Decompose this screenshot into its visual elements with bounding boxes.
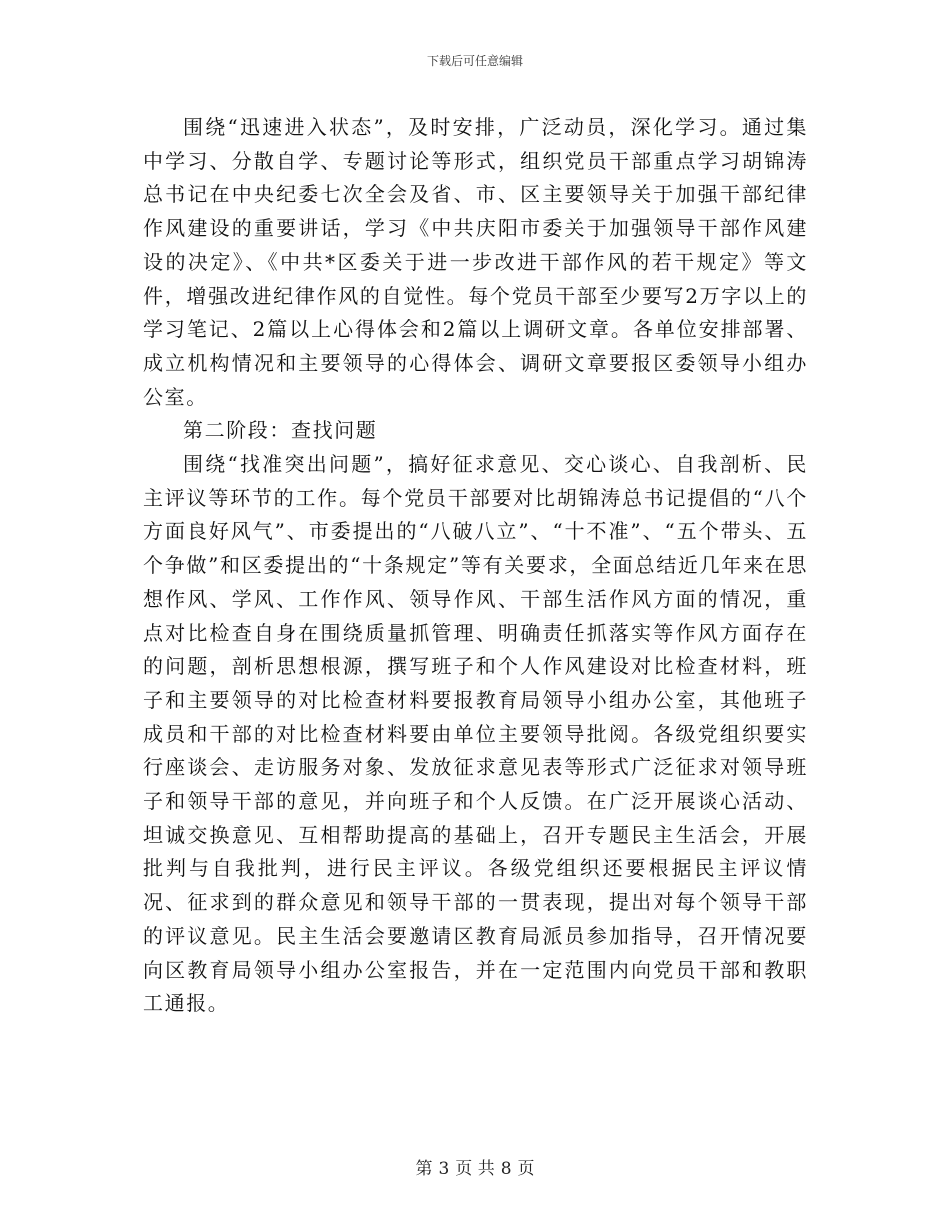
section-heading-stage-two: 第二阶段：查找问题 <box>183 418 378 443</box>
current-page-number: 3 <box>438 1159 450 1179</box>
page-footer <box>0 1154 950 1179</box>
footer-label-page: 第 <box>415 1159 433 1179</box>
paragraph-study: 围绕“迅速进入状态”，及时安排，广泛动员，深化学习。通过集中学习、分散自学、专题讨论等形式，组织党员干部重点学习胡锦涛总书记在中央纪委七次全会及省、市、区主要领导关于加强干部纪律作风建设的重要讲话，学习《中共庆阳市委关于加强领导干部作风建设的决定》、《中共*区委关于进一步改进干部作风的若干规定》等文件，增强改进纪律作风的自觉性。每个党员干部至少要写2万字以上的学习笔记、2篇以上心得体会和2篇以上调研文章。各单位安排部署、成立机构情况和主要领导的心得体会、调研文章要报区委领导小组办公室。 <box>143 115 808 409</box>
total-pages-number: 8 <box>500 1159 512 1179</box>
page-header: 下载后可任意编辑 <box>426 54 523 68</box>
paragraph-find-problems: 围绕“找准突出问题”，搞好征求意见、交心谈心、自我剖析、民主评议等环节的工作。每个党员干部要对比胡锦涛总书记提倡的“八个方面良好风气”、市委提出的“八破八立”、“十不准”、“五个带头、五个争做”和区委提出的“十条规定”等有关要求，全面总结近几年来在思想作风、学风、工作作风、领导作风、干部生活作风方面的情况，重点对比检查自身在围绕质量抓管理、明确责任抓落实等作风方面存在的问题，剖析思想根源，撰写班子和个人作风建设对比检查材料，班子和主要领导的对比检查材料要报教育局领导小组办公室，其他班子成员和干部的对比检查材料要由单位主要领导批阅。各级党组织要实行座谈会、走访服务对象、发放征求意见表等形式广泛征求对领导班子和领导干部的意见，并向班子和个人反馈。在广泛开展谈心活动、坦诚交换意见、互相帮助提高的基础上，召开专题民主生活会，开展批判与自我批判，进行民主评议。各级党组织还要根据民主评议情况、征求到的群众意见和领导干部的一贯表现，提出对每个领导干部的评议意见。民主生活会要邀请区教育局派员参加指导，召开情况要向区教育局领导小组办公室报告，并在一定范围内向党员干部和教职工通报。 <box>143 452 808 1016</box>
footer-label-of: 页 共 <box>455 1159 495 1179</box>
document-body <box>143 111 808 1021</box>
footer-label-pages: 页 <box>517 1159 535 1179</box>
